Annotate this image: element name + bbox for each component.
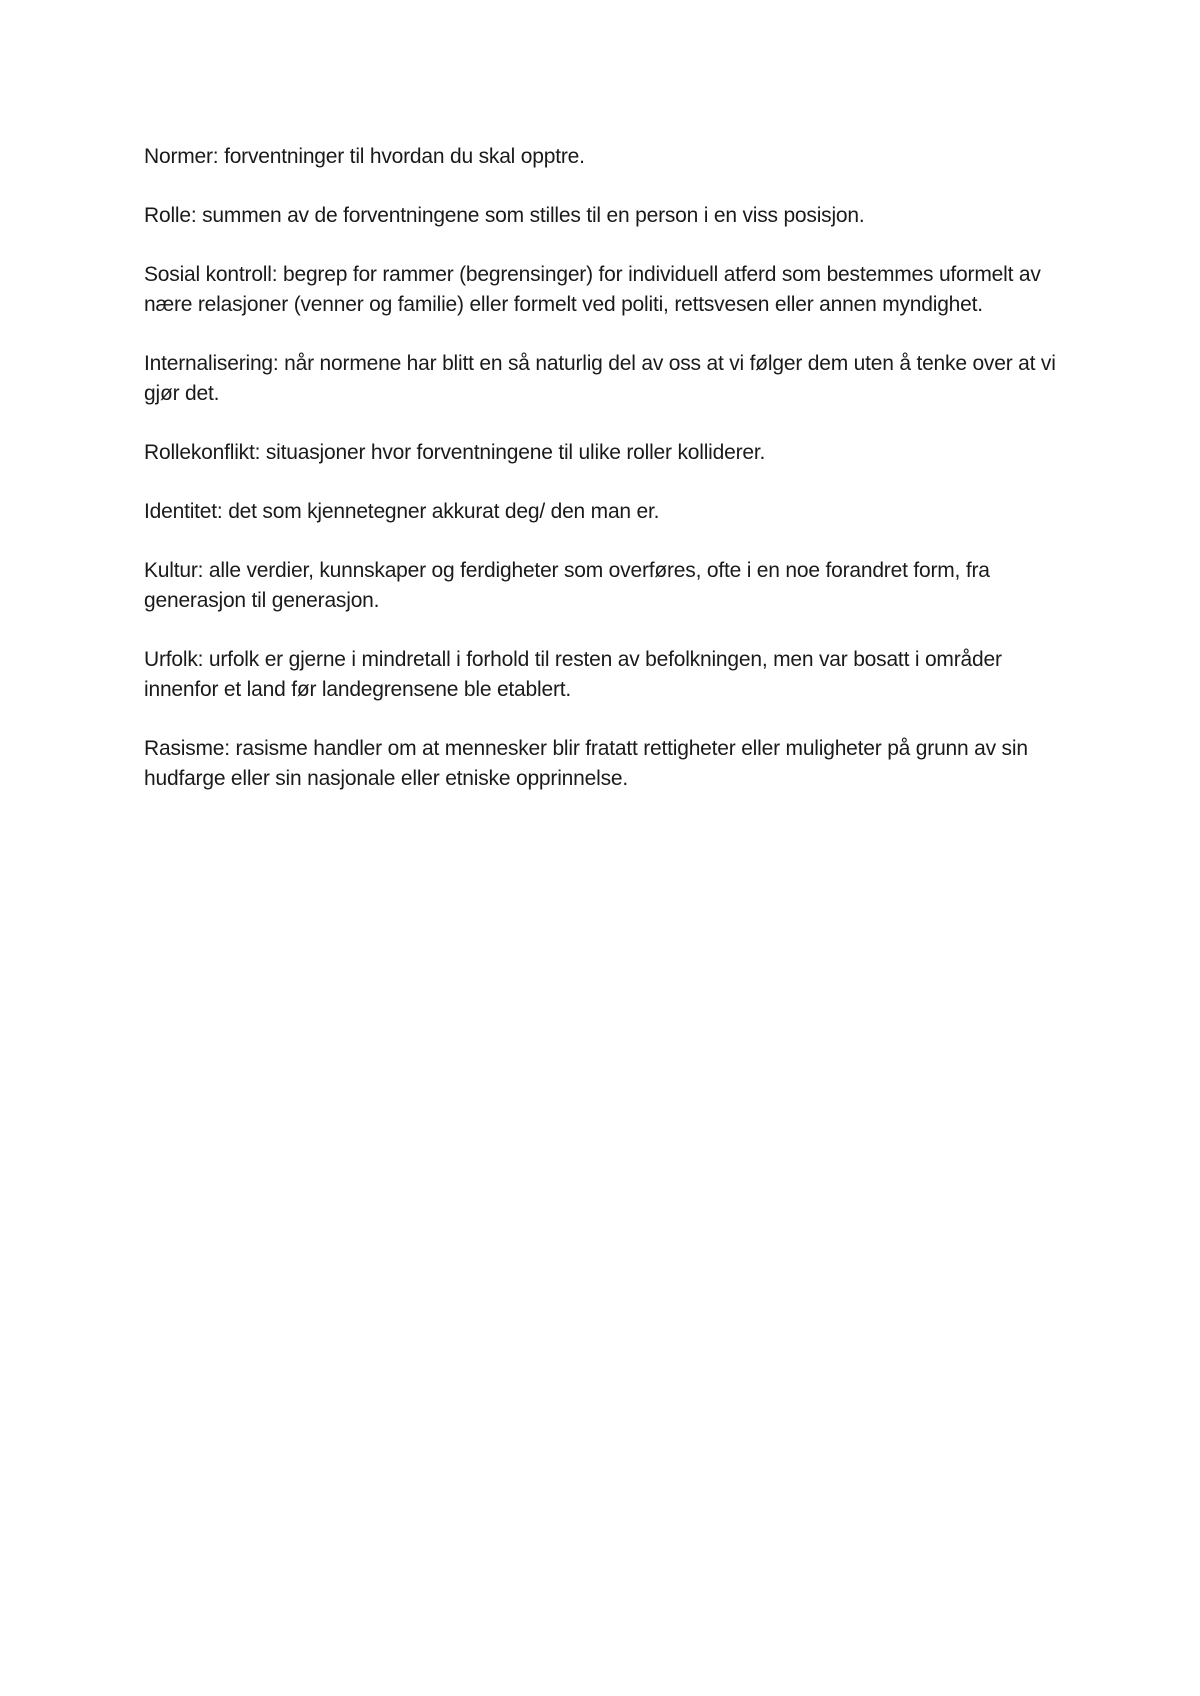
paragraph-rollekonflikt: Rollekonflikt: situasjoner hvor forventningene til ulike roller kolliderer. xyxy=(144,441,766,464)
paragraph-rolle: Rolle: summen av de forventningene som stilles til en person i en viss posisjon. xyxy=(144,204,865,227)
paragraph-rasisme: Rasisme: rasisme handler om at mennesker blir fratatt rettigheter eller muligheter på grunn av sin hudfarge eller sin nasjonale eller etniske opprinnelse. xyxy=(144,737,1028,790)
paragraph-internalisering: Internalisering: når normene har blitt en så naturlig del av oss at vi følger dem uten å tenke over at vi gjør det. xyxy=(144,352,1056,405)
paragraph-urfolk: Urfolk: urfolk er gjerne i mindretall i forhold til resten av befolkningen, men var bosatt i områder innenfor et land før landegrensene ble etablert. xyxy=(144,648,1002,701)
paragraph-normer: Normer: forventninger til hvordan du skal opptre. xyxy=(144,145,585,168)
paragraph-sosial-kontroll: Sosial kontroll: begrep for rammer (begrensinger) for individuell atferd som bestemmes uformelt av nære relasjoner (venner og familie) eller formelt ved politi, rettsvesen eller annen myndighet. xyxy=(144,263,1041,316)
document-body xyxy=(144,142,1056,823)
paragraph-identitet: Identitet: det som kjennetegner akkurat deg/ den man er. xyxy=(144,500,660,523)
paragraph-kultur: Kultur: alle verdier, kunnskaper og ferdigheter som overføres, ofte i en noe forandret form, fra generasjon til generasjon. xyxy=(144,559,990,612)
